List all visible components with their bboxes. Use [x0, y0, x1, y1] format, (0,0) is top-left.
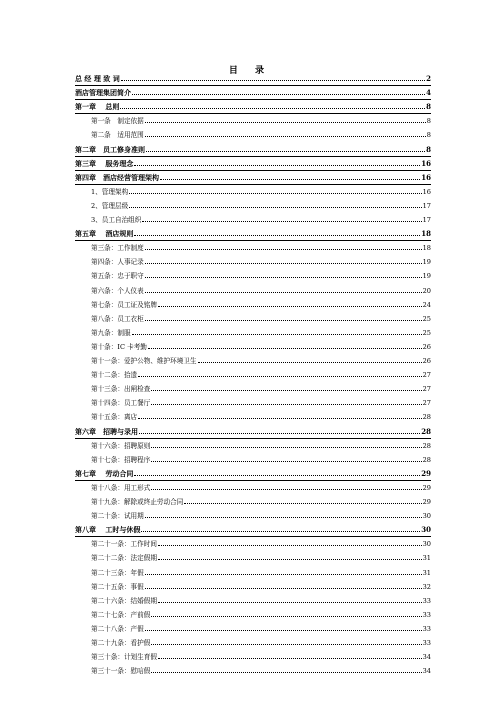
toc-entry-page-number: 19 — [422, 258, 431, 267]
toc-entry-label: 第三条：工作制度 — [91, 244, 144, 253]
toc-entry-label: 第一章 总则 — [75, 102, 120, 112]
toc-entry-page-number: 16 — [421, 172, 431, 182]
toc-entry-page-number: 32 — [422, 582, 431, 591]
dot-leader — [145, 129, 426, 137]
toc-entry-page-number: 2 — [426, 74, 431, 83]
toc-section-entry[interactable] — [91, 411, 431, 423]
toc-entry-label: 2、管理层级 — [91, 201, 129, 210]
toc-section-entry[interactable] — [91, 256, 431, 268]
dot-leader — [145, 510, 422, 518]
toc-chapter-entry[interactable] — [75, 87, 431, 99]
toc-entry-label: 第十条：IC 卡考勤 — [91, 342, 147, 351]
dot-leader — [151, 397, 421, 405]
dot-leader — [145, 581, 422, 589]
dot-leader — [151, 609, 421, 617]
toc-section-entry[interactable] — [91, 299, 431, 311]
toc-entry-page-number: 8 — [426, 117, 431, 126]
toc-entry-label: 第十五条：离店 — [91, 413, 138, 422]
toc-section-entry[interactable] — [91, 581, 431, 593]
dot-leader — [121, 73, 425, 81]
toc-entry-page-number: 24 — [422, 300, 431, 309]
toc-entry-label: 第十二条：拾遗 — [91, 371, 138, 380]
dot-leader — [158, 538, 422, 546]
toc-section-entry[interactable] — [91, 567, 431, 579]
toc-section-entry[interactable] — [91, 440, 431, 452]
toc-section-entry[interactable] — [91, 129, 431, 141]
toc-entry-label: 总 经 理 致 词 — [75, 74, 120, 83]
toc-entry-label: 第二十三条：年假 — [91, 568, 144, 577]
toc-section-entry[interactable] — [91, 397, 431, 409]
toc-entry-page-number: 16 — [421, 158, 431, 168]
toc-section-entry[interactable] — [91, 496, 431, 508]
dot-leader — [129, 186, 421, 194]
dot-leader — [151, 454, 421, 462]
dot-leader — [145, 623, 422, 631]
toc-entry-label: 第六条：个人仪表 — [91, 286, 144, 295]
dot-leader — [158, 595, 422, 603]
dot-leader — [142, 214, 421, 222]
toc-section-entry[interactable] — [91, 285, 431, 297]
dot-leader — [151, 482, 421, 490]
dot-leader — [158, 552, 422, 560]
toc-entry-label: 第十八条：用工形式 — [91, 483, 151, 492]
toc-entry-page-number: 29 — [422, 498, 431, 506]
toc-entry-label: 第五章 酒店规则 — [75, 229, 134, 239]
toc-section-entry[interactable] — [91, 383, 431, 395]
chapter-rule — [75, 170, 431, 171]
chapter-rule — [75, 240, 431, 241]
dot-leader — [145, 313, 422, 321]
toc-entry-page-number: 17 — [422, 201, 431, 210]
toc-entry-label: 第六章 招聘与录用 — [75, 426, 138, 436]
dot-leader — [148, 341, 422, 349]
toc-entry-label: 第三章 服务理念 — [75, 158, 134, 168]
dot-leader — [184, 496, 421, 504]
toc-entry-page-number: 25 — [422, 328, 431, 337]
dot-leader — [120, 101, 425, 109]
toc-chapter-entry[interactable] — [75, 426, 431, 438]
dot-leader — [145, 115, 426, 123]
toc-chapter-entry[interactable] — [75, 468, 431, 480]
toc-entry-label: 第二十二条：法定假期 — [91, 554, 157, 563]
toc-section-entry[interactable] — [91, 637, 431, 649]
toc-entry-label: 酒店管理集团简介 — [75, 88, 131, 98]
chapter-rule — [75, 536, 431, 537]
toc-entry-page-number: 34 — [422, 653, 431, 662]
toc-entry-label: 第八条：员工衣柜 — [91, 314, 144, 323]
dot-leader — [151, 665, 421, 673]
dot-leader — [198, 355, 422, 363]
dot-leader — [134, 468, 420, 476]
toc-chapter-entry[interactable] — [75, 158, 431, 170]
toc-chapter-entry[interactable] — [75, 172, 431, 184]
toc-entry-label: 第二章 员工修身准则 — [75, 144, 145, 154]
dot-leader — [141, 524, 420, 532]
chapter-rule — [75, 99, 431, 100]
toc-section-entry[interactable] — [91, 369, 431, 381]
toc-section-entry[interactable] — [91, 538, 431, 550]
toc-entry-label: 第二十八条：产假 — [91, 624, 144, 633]
toc-entry-page-number: 30 — [422, 512, 431, 521]
toc-entry-label: 第五条：忠于职守 — [91, 272, 144, 281]
dot-leader — [145, 242, 422, 250]
toc-entry-label: 第四章 酒店经营管理架构 — [75, 172, 159, 182]
toc-section-entry[interactable] — [91, 552, 431, 564]
toc-section-entry[interactable] — [91, 186, 431, 198]
toc-section-entry[interactable] — [91, 609, 431, 621]
toc-entry-label: 第八章 工时与休假 — [75, 525, 141, 535]
toc-section-entry[interactable] — [91, 242, 431, 254]
toc-entry-page-number: 8 — [426, 144, 431, 154]
dot-leader — [134, 228, 420, 236]
toc-chapter-entry[interactable] — [75, 73, 431, 85]
toc-entry-page-number: 33 — [422, 624, 431, 633]
toc-section-entry[interactable] — [91, 313, 431, 325]
toc-section-entry[interactable] — [91, 115, 431, 127]
toc-entry-page-number: 27 — [422, 385, 431, 394]
toc-entry-label: 第二十七条：产前假 — [91, 610, 151, 619]
toc-entry-page-number: 27 — [422, 371, 431, 380]
toc-entry-page-number: 29 — [421, 468, 431, 478]
toc-entry-label: 第二十六条：结婚假期 — [91, 596, 157, 605]
toc-entry-label: 第十七条：招聘程序 — [91, 455, 151, 464]
toc-entry-page-number: 27 — [422, 399, 431, 408]
toc-entry-page-number: 4 — [426, 88, 431, 98]
dot-leader — [139, 426, 420, 434]
dot-leader — [129, 200, 421, 208]
toc-entry-label: 第九条：制服 — [91, 328, 131, 337]
toc-section-entry[interactable] — [91, 454, 431, 466]
toc-section-entry[interactable] — [91, 651, 431, 663]
toc-entry-label: 第四条：人事记录 — [91, 258, 144, 267]
dot-leader — [134, 158, 420, 166]
toc-entry-page-number: 28 — [422, 441, 431, 450]
dot-leader — [138, 411, 421, 419]
dot-leader — [146, 144, 425, 152]
toc-chapter-entry[interactable] — [75, 228, 431, 240]
toc-entry-label: 第一条 制定依据 — [91, 117, 144, 126]
toc-section-entry[interactable] — [91, 327, 431, 339]
toc-entry-page-number: 30 — [422, 540, 431, 549]
dot-leader — [151, 383, 421, 391]
chapter-rule — [75, 85, 431, 86]
toc-entry-label: 第二条 适用范围 — [91, 131, 144, 140]
dot-leader — [145, 567, 422, 575]
toc-section-entry[interactable] — [91, 482, 431, 494]
chapter-rule — [75, 184, 431, 185]
toc-chapter-entry[interactable] — [75, 524, 431, 536]
toc-entry-page-number: 28 — [422, 413, 431, 422]
toc-entry-page-number: 28 — [421, 426, 431, 436]
dot-leader — [132, 327, 422, 335]
toc-section-entry[interactable] — [91, 341, 431, 353]
toc-section-entry[interactable] — [91, 595, 431, 607]
chapter-rule — [75, 156, 431, 157]
toc-entry-label: 第二十九条：看护假 — [91, 639, 151, 647]
toc-entry-label: 第十四条：员工餐厅 — [91, 399, 151, 408]
toc-entry-page-number: 34 — [422, 667, 431, 676]
dot-leader — [132, 87, 425, 95]
toc-section-entry[interactable] — [91, 270, 431, 282]
toc-section-entry[interactable] — [91, 355, 431, 367]
toc-entry-page-number: 33 — [422, 610, 431, 619]
chapter-rule — [75, 113, 431, 114]
chapter-rule — [75, 438, 431, 439]
dot-leader — [138, 369, 421, 377]
toc-section-entry[interactable] — [91, 623, 431, 635]
toc-entry-label: 第十三条：出闸检查 — [91, 385, 151, 394]
toc-entry-page-number: 18 — [421, 229, 431, 239]
dot-leader — [158, 651, 422, 659]
toc-chapter-entry[interactable] — [75, 101, 431, 113]
chapter-rule — [75, 480, 431, 481]
toc-entry-page-number: 16 — [422, 187, 431, 196]
toc-entry-page-number: 17 — [422, 216, 431, 224]
toc-entry-page-number: 28 — [422, 455, 431, 464]
dot-leader — [145, 270, 422, 278]
toc-entry-label: 第十六条：招聘原则 — [91, 441, 151, 450]
toc-entry-page-number: 33 — [422, 596, 431, 605]
toc-entry-label: 3、员工自治组织 — [91, 216, 142, 224]
toc-entry-label: 第二十一条：工作时间 — [91, 540, 157, 549]
toc-entry-page-number: 8 — [426, 131, 431, 140]
toc-section-entry[interactable] — [91, 665, 431, 677]
toc-entry-page-number: 33 — [422, 639, 431, 647]
toc-entry-label: 第三十条：计划生育假 — [91, 653, 157, 662]
toc-section-entry[interactable] — [91, 214, 431, 226]
toc-entry-page-number: 18 — [422, 244, 431, 253]
toc-entry-page-number: 20 — [422, 286, 431, 295]
toc-entry-page-number: 26 — [422, 342, 431, 351]
toc-entry-page-number: 31 — [422, 554, 431, 563]
toc-chapter-entry[interactable] — [75, 144, 431, 156]
toc-entry-label: 第七条：员工证及铭牌 — [91, 300, 157, 309]
dot-leader — [145, 285, 422, 293]
toc-entry-page-number: 30 — [421, 525, 431, 535]
toc-entry-page-number: 26 — [422, 357, 431, 365]
dot-leader — [145, 256, 422, 264]
dot-leader — [158, 299, 422, 307]
toc-entry-page-number: 19 — [422, 272, 431, 281]
toc-entry-page-number: 25 — [422, 314, 431, 323]
toc-entry-label: 第三十一条：慰唁假 — [91, 667, 151, 676]
dot-leader — [151, 637, 421, 645]
toc-section-entry[interactable] — [91, 200, 431, 212]
toc-entry-label: 1、管理架构 — [91, 187, 129, 196]
toc-entry-page-number: 31 — [422, 568, 431, 577]
dot-leader — [160, 172, 420, 180]
toc-entry-label: 第二十五条：事假 — [91, 582, 144, 591]
toc-entry-label: 第十一条：爱护公物、维护环境卫生 — [91, 357, 197, 365]
toc-entry-page-number: 8 — [426, 102, 431, 112]
toc-entry-label: 第十九条：解除或终止劳动合同 — [91, 498, 184, 506]
toc-title: 目 录 — [228, 66, 272, 76]
toc-entry-label: 第二十条：试用期 — [91, 512, 144, 521]
toc-section-entry[interactable] — [91, 510, 431, 522]
dot-leader — [151, 440, 421, 448]
toc-entry-label: 第七章 劳动合同 — [75, 468, 134, 478]
toc-entry-page-number: 29 — [422, 483, 431, 492]
